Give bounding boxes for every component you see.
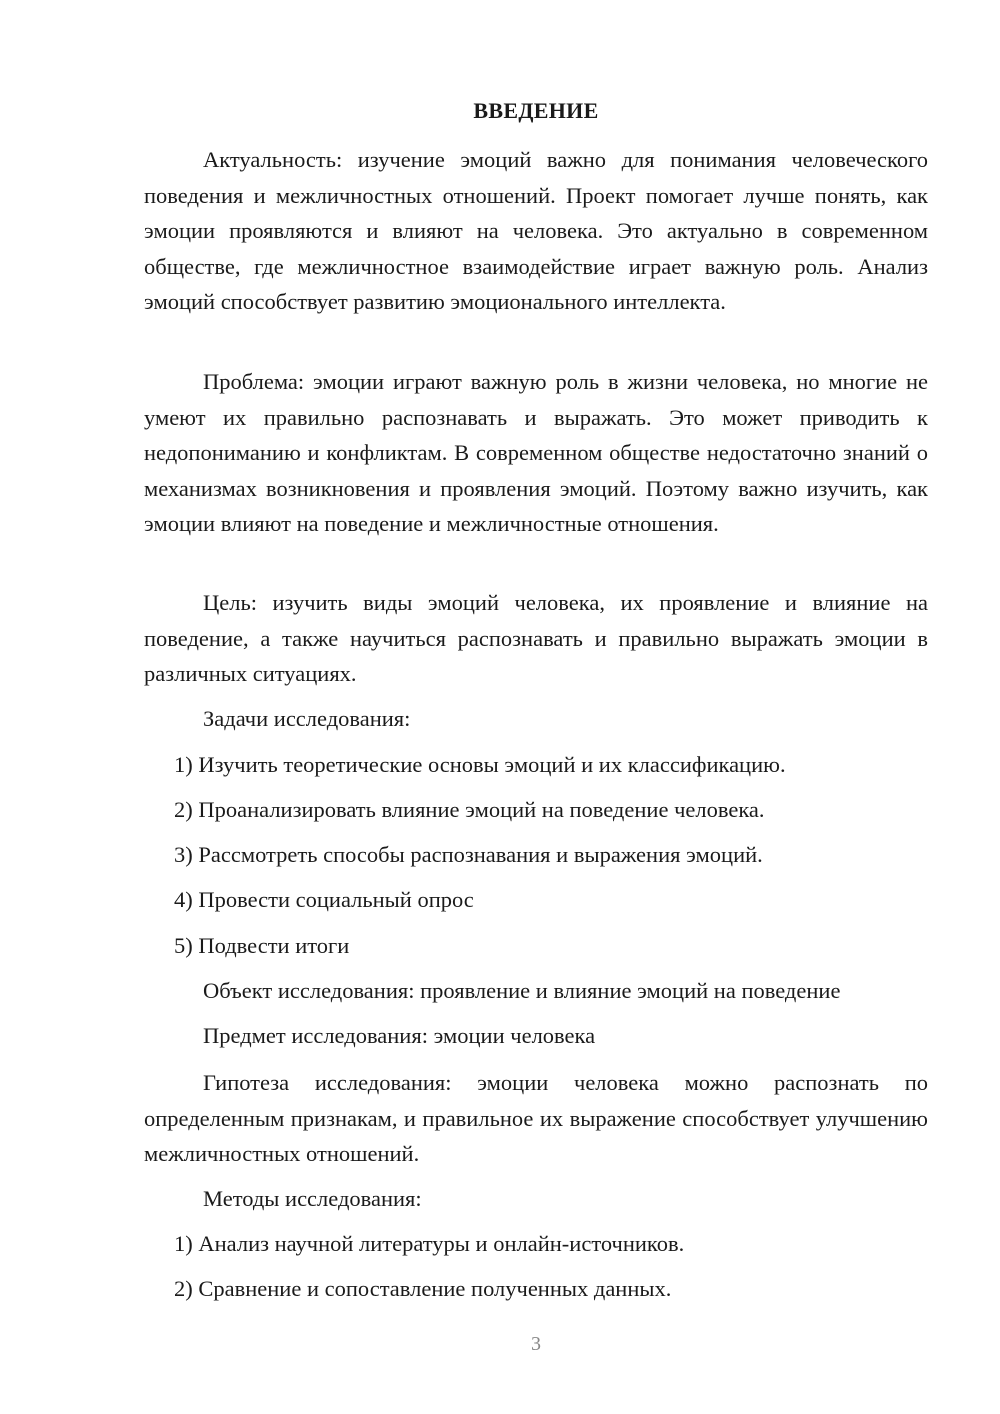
- list-item: 3) Рассмотреть способы распознавания и выражения эмоций.: [174, 842, 763, 867]
- list-item: 5) Подвести итоги: [174, 933, 350, 958]
- section-title: ВВЕДЕНИЕ: [473, 98, 599, 123]
- list-item: 1) Изучить теоретические основы эмоций и их классификацию.: [174, 752, 786, 777]
- subject-line: Предмет исследования: эмоции человека: [203, 1023, 596, 1048]
- goal-paragraph: Цель: изучить виды эмоций человека, их проявление и влияние на поведение, а также научиться распознавать и правильно выражать эмоции в различных ситуациях.: [144, 590, 928, 686]
- methods-heading: Методы исследования:: [203, 1186, 422, 1211]
- object-line: Объект исследования: проявление и влияние эмоций на поведение: [203, 978, 841, 1003]
- list-item: 2) Сравнение и сопоставление полученных данных.: [174, 1276, 672, 1301]
- page-number: 3: [531, 1333, 541, 1355]
- problem-paragraph: Проблема: эмоции играют важную роль в жизни человека, но многие не умеют их правильно распознавать и выражать. Это может приводить к недопониманию и конфликтам. В современном обществе недостаточно знаний о механизмах возникновения и проявления эмоций. Поэтому важно изучить, как эмоции влияют на поведение и межличностные отношения.: [144, 369, 928, 536]
- list-item: 2) Проанализировать влияние эмоций на поведение человека.: [174, 797, 765, 822]
- list-item: 1) Анализ научной литературы и онлайн-источников.: [174, 1231, 685, 1256]
- hypothesis-paragraph: Гипотеза исследования: эмоции человека можно распознать по определенным признакам, и правильное их выражение способствует улучшению межличностных отношений.: [144, 1070, 928, 1166]
- list-item: 4) Провести социальный опрос: [174, 887, 474, 912]
- tasks-heading: Задачи исследования:: [203, 706, 411, 731]
- relevance-paragraph: Актуальность: изучение эмоций важно для понимания человеческого поведения и межличностных отношений. Проект помогает лучше понять, как эмоции проявляются и влияют на человека. Это актуально в современном обществе, где межличностное взаимодействие играет важную роль. Анализ эмоций способствует развитию эмоционального интеллекта.: [144, 147, 928, 314]
